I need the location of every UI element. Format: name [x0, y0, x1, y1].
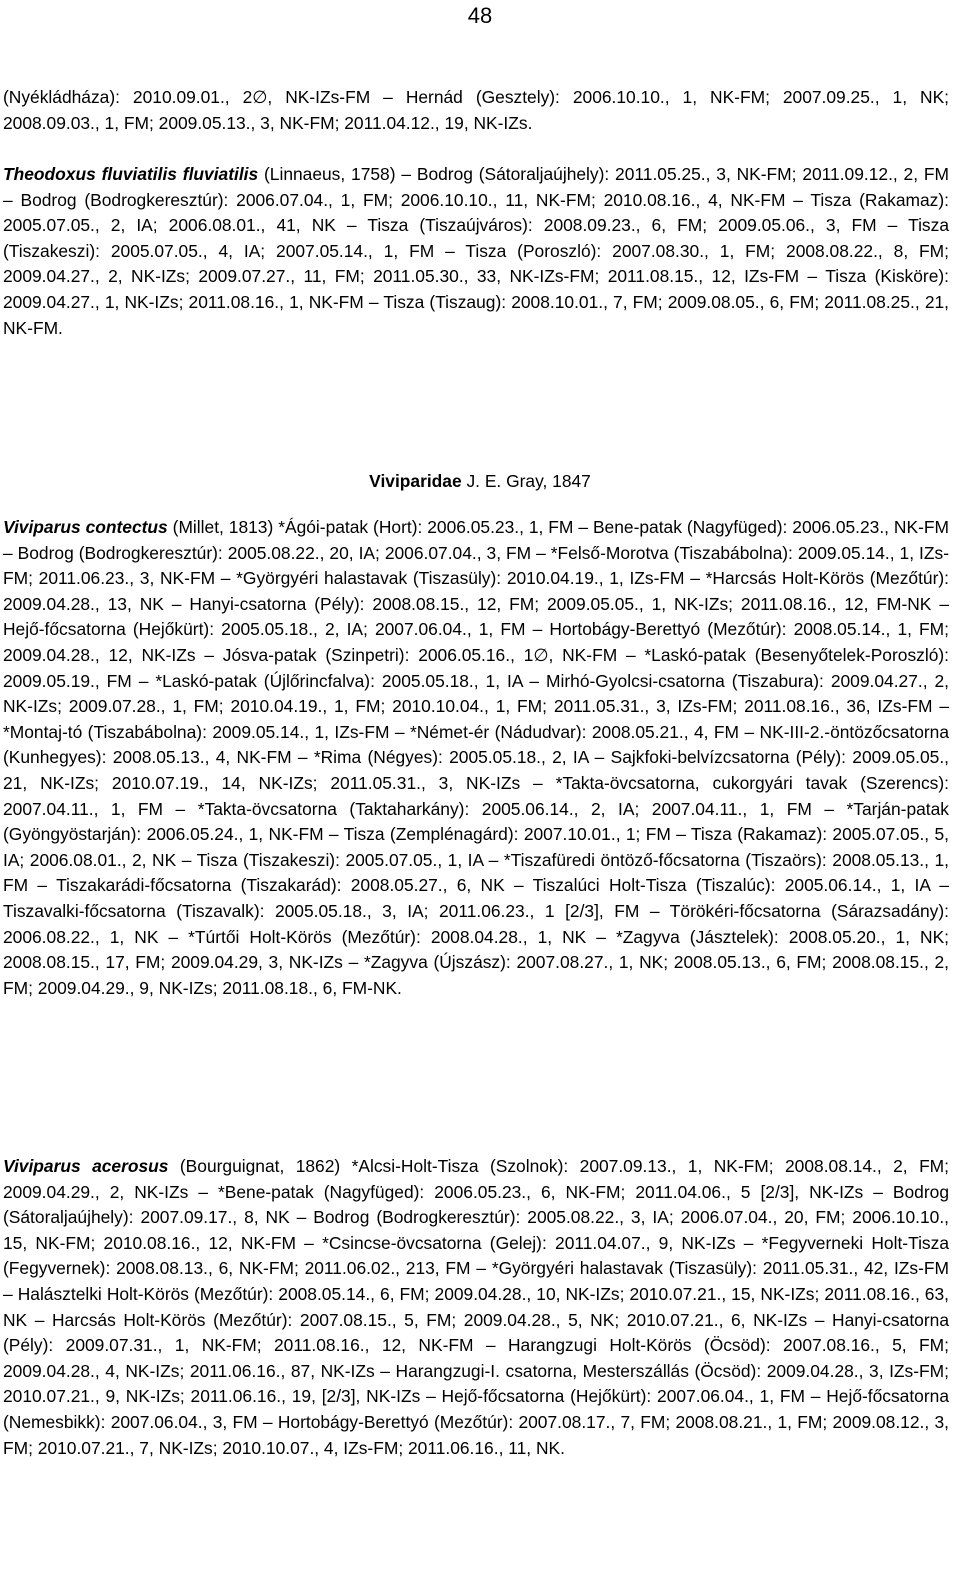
species-records: *Alcsi-Holt-Tisza (Szolnok): 2007.09.13., 1, NK-FM; 2008.08.14., 2, FM; 2009.04.29., 2, NK-IZs – *Bene-patak (Nagyfüged): 2006.05.23., 6, NK-FM; 2011.04.06., 5 [2/3], NK-IZs – Bodrog (Sátoraljaújhely): 2007.09.17., 8, NK – Bodrog (Bodrogkeresztúr): 2005.08.22., 3, IA; 2006.07.04., 20, FM; 2006.10.10., 15, NK-FM; 2010.08.16., 12, NK-FM – *Csincse-övcsatorna (Gelej): 2011.04.07., 9, NK-IZs – *Fegyverneki Holt-Tisza (Fegyvernek): 2008.08.13., 6, NK-FM; 2011.06.02., 213, FM – *Györgyéri halastavak (Tiszasüly): 2011.05.31., 42, IZs-FM – Halásztelki Holt-Körös (Mezőtúr): 2008.05.14., 6, FM; 2009.04.28., 10, NK-IZs; 2010.07.21., 15, NK-IZs; 2011.08.16., 63, NK – Harcsás Holt-Körös (Mezőtúr): 2007.08.15., 5, FM; 2009.04.28., 5, NK; 2010.07.21., 6, NK-IZs – Hanyi-csatorna (Pély): 2009.07.31., 1, NK-FM; 2011.08.16., 12, NK-FM – Harangzugi Holt-Körös (Öcsöd): 2007.08.16., 5, FM; 2009.04.28., 4, NK-IZs; 2011.06.16., 87, NK-IZs – Harangzugi-I. csatorna, Mesterszállás (Öcsöd): 2009.04.28., 3, IZs-FM; 2010.07.21., 9, NK-IZs; 2011.06.16., 19, [2/3], NK-IZs – Hejő-főcsatorna (Hejőkürt): 2007.06.04., 1, FM – Hejő-főcsatorna (Nemesbikk): 2007.06.04., 3, FM – Hortobágy-Berettyó (Mezőtúr): 2007.08.17., 7, FM; 2008.08.21., 1, FM; 2009.08.12., 3, FM; 2010.07.21., 7, NK-IZs; 2010.10.07., 4, IZs-FM; 2011.06.16., 11, NK. [3, 1156, 950, 1458]
family-author: J. E. Gray, 1847 [461, 471, 591, 491]
paragraph-text: (Nyékládháza): 2010.09.01., 2∅, NK-IZs-FM – Hernád (Gesztely): 2006.10.10., 1, NK-FM; 2007.09.25., 1, NK; 2008.09.03., 1, FM; 2009.05.13., 3, NK-FM; 2011.04.12., 19, NK-IZs. [3, 87, 949, 133]
species-author: (Linnaeus, 1758) [258, 164, 402, 184]
species-name: Viviparus contectus [3, 517, 168, 537]
species-name: Viviparus acerosus [3, 1156, 169, 1176]
species-records: *Ágói-patak (Hort): 2006.05.23., 1, FM – Bene-patak (Nagyfüged): 2006.05.23., NK-FM – Bodrog (Bodrogkeresztúr): 2005.08.22., 20, IA; 2006.07.04., 3, FM – *Felső-Morotva (Tiszabábolna): 2009.05.14., 1, IZs-FM; 2011.06.23., 3, NK-FM – *Györgyéri halastavak (Tiszasüly): 2010.04.19., 1, IZs-FM – *Harcsás Holt-Körös (Mezőtúr): 2009.04.28., 13, NK – Hanyi-csatorna (Pély): 2008.08.15., 12, FM; 2009.05.05., 1, NK-IZs; 2011.08.16., 12, FM-NK – Hejő-főcsatorna (Hejőkürt): 2005.05.18., 2, IA; 2007.06.04., 1, FM – Hortobágy-Berettyó (Mezőtúr): 2008.05.14., 1, FM; 2009.04.28., 12, NK-IZs – Jósva-patak (Szinpetri): 2006.05.16., 1∅, NK-FM – *Laskó-patak (Besenyőtelek-Poroszló): 2009.05.19., FM – *Laskó-patak (Újlőrincfalva): 2005.05.18., 1, IA – Mirhó-Gyolcsi-csatorna (Tiszabura): 2009.04.27., 2, NK-IZs; 2009.07.28., 1, FM; 2010.04.19., 1, FM; 2010.10.04., 1, FM; 2011.05.31., 3, IZs-FM; 2011.08.16., 36, IZs-FM – *Montaj-tó (Tiszabábolna): 2009.05.14., 1, IZs-FM – *Német-ér (Nádudvar): 2008.05.21., 4, FM – NK-III-2.-öntözőcsatorna (Kunhegyes): 2008.05.13., 4, NK-FM – *Rima (Négyes): 2005.05.18., 2, IA – Sajkfoki-belvízcsatorna (Pély): 2009.05.05., 21, NK-IZs; 2010.07.19., 14, NK-IZs; 2011.05.31., 3, NK-IZs – *Takta-övcsatorna, cukorgyári tavak (Szerencs): 2007.04.11., 1, FM – *Takta-övcsatorna (Taktaharkány): 2005.06.14., 2, IA; 2007.04.11., 1, FM – *Tarján-patak (Gyöngyöstarján): 2006.05.24., 1, NK-FM – Tisza (Zemplénagárd): 2007.10.01., 1; FM – Tisza (Rakamaz): 2005.07.05., 5, IA; 2006.08.01., 2, NK – Tisza (Tiszakeszi): 2005.07.05., 1, IA – *Tiszafüredi öntöző-főcsatorna (Tiszaörs): 2008.05.13., 1, FM – Tiszakarádi-főcsatorna (Tiszakarád): 2008.05.27., 6, NK – Tiszalúci Holt-Tisza (Tiszalúc): 2005.06.14., 1, IA – Tiszavalki-főcsatorna (Tiszavalk): 2005.05.18., 3, IA; 2011.06.23., 1 [2/3], FM – Törökéri-főcsatorna (Sárazsadány): 2006.08.22., 1, NK – *Túrtői Holt-Körös (Mezőtúr): 2008.04.28., 1, NK – *Zagyva (Jásztelek): 2008.05.20., 1, NK; 2008.08.15., 17, FM; 2009.04.29, 3, NK-IZs – *Zagyva (Újszász): 2007.08.27., 1, NK; 2008.05.13., 6, FM; 2008.08.15., 2, FM; 2009.04.29., 9, NK-IZs; 2011.08.18., 6, FM-NK. [3, 517, 949, 998]
species-records: – Bodrog (Sátoraljaújhely): 2011.05.25., 3, NK-FM; 2011.09.12., 2, FM – Bodrog (Bodrogkeresztúr): 2006.07.04., 1, FM; 2006.10.10., 11, NK-FM; 2010.08.16., 4, NK-FM – Tisza (Rakamaz): 2005.07.05., 2, IA; 2006.08.01., 41, NK – Tisza (Tiszaújváros): 2008.09.23., 6, FM; 2009.05.06., 3, FM – Tisza (Tiszakeszi): 2005.07.05., 4, IA; 2007.05.14., 1, FM – Tisza (Poroszló): 2007.08.30., 1, FM; 2008.08.22., 8, FM; 2009.04.27., 2, NK-IZs; 2009.07.27., 11, FM; 2011.05.30., 33, NK-IZs-FM; 2011.08.15., 12, IZs-FM – Tisza (Kisköre): 2009.04.27., 1, NK-IZs; 2011.08.16., 1, NK-FM – Tisza (Tiszaug): 2008.10.01., 7, FM; 2009.08.05., 6, FM; 2011.08.25., 21, NK-FM. [3, 164, 949, 338]
species-author: (Bourguignat, 1862) [168, 1156, 352, 1176]
species-name: Theodoxus fluviatilis fluviatilis [3, 164, 259, 184]
species-entry-acerosus [3, 1154, 949, 1461]
family-name: Viviparidae [369, 471, 462, 491]
species-entry-theodoxus [3, 162, 949, 341]
paragraph-hernad-records [3, 85, 949, 136]
species-author: (Millet, 1813) [167, 517, 279, 537]
family-heading [0, 469, 960, 495]
page-number: 48 [467, 3, 493, 28]
species-entry-contectus [3, 515, 949, 1001]
